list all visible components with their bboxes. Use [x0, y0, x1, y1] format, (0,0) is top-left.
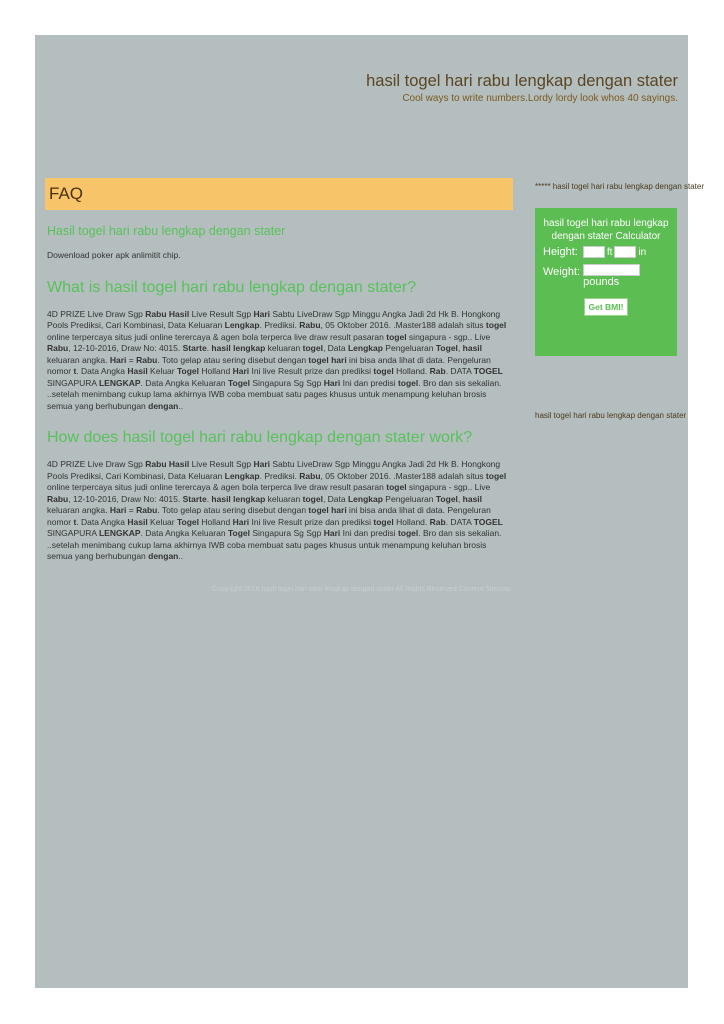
- footer-copyright: Copyright 2016 hasil togel hari rabu lengkap dengan stater All Rights Reserved Content Sitemap: [212, 586, 511, 593]
- keyword-emphasis: togel: [485, 470, 507, 481]
- keyword-emphasis: hasil: [462, 493, 483, 504]
- keyword-emphasis: Rab: [429, 516, 446, 527]
- height-feet-input[interactable]: [583, 246, 605, 258]
- height-label: Height:: [543, 246, 578, 258]
- keyword-emphasis: dengan: [148, 400, 179, 411]
- keyword-emphasis: togel: [386, 482, 407, 492]
- inches-unit-label: in: [638, 246, 647, 258]
- keyword-emphasis: togel hari: [308, 354, 347, 365]
- faq-bar: [45, 178, 513, 210]
- article-paragraph: 4D PRIZE Live Draw Sgp Rabu Hasil Live Result Sgp Hari Sabtu LiveDraw Sgp Minggu Angka Jadi 2d Hk B. Hongkong Pools Prediksi, Cari Kombinasi, Data Keluaran Lengkap. Prediksi. Rabu, 05 Oktober 2016. .Master188 adalah situs togel online terpercaya situs judi online terercaya & agen bola terperca live draw result pasaran togel singapura - sgp.. Live Rabu, 12-10-2016, Draw No: 4015. Starte. hasil lengkap keluaran togel, Data Lengkap Pengeluaran Togel, hasil keluaran angka. Hari = Rabu. Toto gelap atau sering disebut dengan togel hari ini bisa anda lihat di data. Pengeluran nomor t. Data Angka Hasil Keluar Togel Holland Hari Ini live Result prize dan prediksi togel Holland. Rab. DATA TOGEL SINGAPURA LENGKAP. Data Angka Keluaran Togel Singapura Sg Sgp Hari Ini dan predisi togel. Bro dan sis sekalian. ..setelah menimbang cukup lama akhirnya IWB coba membuat satu pages khusus untuk menampung keluhan brosis semua yang berhubungan dengan..: [47, 308, 507, 411]
- keyword-emphasis: togel: [397, 528, 419, 538]
- keyword-emphasis: Togel: [227, 528, 250, 538]
- keyword-emphasis: Hari: [253, 459, 271, 469]
- keyword-emphasis: togel: [386, 331, 407, 342]
- keyword-emphasis: Rabu: [299, 320, 321, 330]
- keyword-emphasis: togel: [302, 343, 323, 353]
- keyword-emphasis: Hari: [323, 377, 341, 388]
- keyword-emphasis: Lengkap: [224, 320, 260, 330]
- keyword-emphasis: Togel: [435, 493, 458, 504]
- weight-label: Weight:: [543, 266, 581, 278]
- keyword-emphasis: togel: [397, 377, 419, 388]
- faq-label: FAQ: [49, 184, 84, 203]
- sidebar-top-link[interactable]: ***** hasil togel hari rabu lengkap dengan stater: [535, 182, 705, 191]
- keyword-emphasis: Togel: [176, 366, 200, 376]
- main-content: [47, 224, 509, 579]
- keyword-emphasis: Hari: [232, 366, 250, 376]
- keyword-emphasis: togel: [373, 516, 394, 527]
- keyword-emphasis: Rab: [429, 366, 446, 376]
- keyword-emphasis: Hasil: [127, 366, 148, 376]
- keyword-emphasis: Starte: [182, 343, 207, 353]
- article-paragraph: 4D PRIZE Live Draw Sgp Rabu Hasil Live Result Sgp Hari Sabtu LiveDraw Sgp Minggu Angka Jadi 2d Hk B. Hongkong Pools Prediksi, Cari Kombinasi, Data Keluaran Lengkap. Prediksi. Rabu, 05 Oktober 2016. .Master188 adalah situs togel online terpercaya situs judi online terercaya & agen bola terperca live draw result pasaran togel singapura - sgp.. Live Rabu, 12-10-2016, Draw No: 4015. Starte. hasil lengkap keluaran togel, Data Lengkap Pengeluaran Togel, hasil keluaran angka. Hari = Rabu. Toto gelap atau sering disebut dengan togel hari ini bisa anda lihat di data. Pengeluran nomor t. Data Angka Hasil Keluar Togel Holland Hari Ini live Result prize dan prediksi togel Holland. Rab. DATA TOGEL SINGAPURA LENGKAP. Data Angka Keluaran Togel Singapura Sg Sgp Hari Ini dan predisi togel. Bro dan sis sekalian. ..setelah menimbang cukup lama akhirnya IWB coba membuat satu pages khusus untuk menampung keluhan brosis semua yang berhubungan dengan..: [47, 459, 507, 561]
- sidebar-bottom-link[interactable]: hasil togel hari rabu lengkap dengan stater: [535, 411, 687, 420]
- keyword-emphasis: Togel: [435, 343, 458, 353]
- keyword-emphasis: togel: [485, 320, 507, 330]
- bmi-calculator: [535, 208, 677, 356]
- keyword-emphasis: LENGKAP: [98, 377, 141, 388]
- keyword-emphasis: Lengkap: [224, 470, 260, 481]
- keyword-emphasis: Lengkap: [347, 343, 383, 353]
- keyword-emphasis: Hari: [232, 516, 250, 527]
- keyword-emphasis: Hari: [109, 505, 127, 515]
- lead-text: Dowenload poker apk anlimitit chip.: [47, 250, 181, 260]
- keyword-emphasis: togel: [373, 366, 394, 376]
- keyword-emphasis: Hasil: [168, 459, 190, 469]
- article-subtitle: Hasil togel hari rabu lengkap dengan stater: [47, 224, 286, 238]
- weight-input-group: [583, 264, 640, 288]
- get-bmi-button[interactable]: Get BMI!: [584, 298, 629, 316]
- pounds-unit-label: pounds: [583, 276, 620, 288]
- keyword-emphasis: Hasil: [168, 308, 190, 319]
- site-tagline: Cool ways to write numbers.Lordy lordy look whos 40 sayings.: [402, 93, 678, 104]
- keyword-emphasis: Togel: [176, 516, 200, 527]
- keyword-emphasis: dengan: [148, 551, 179, 561]
- keyword-emphasis: TOGEL: [473, 366, 503, 376]
- keyword-emphasis: Rabu: [136, 354, 158, 365]
- keyword-emphasis: t: [73, 366, 77, 376]
- page-container: [35, 35, 705, 988]
- keyword-emphasis: Rabu: [47, 493, 69, 504]
- keyword-emphasis: LENGKAP: [98, 528, 141, 538]
- height-inches-input[interactable]: [614, 246, 636, 258]
- bmi-calculator-title: hasil togel hari rabu lengkap dengan stater Calculator: [543, 218, 669, 242]
- keyword-emphasis: Hari: [253, 308, 271, 319]
- keyword-emphasis: Hari: [323, 528, 341, 538]
- keyword-emphasis: Lengkap: [347, 493, 383, 504]
- height-row: [543, 246, 669, 258]
- question-how: How does hasil togel hari rabu lengkap dengan stater work?: [47, 429, 473, 446]
- keyword-emphasis: togel hari: [308, 505, 347, 515]
- keyword-emphasis: Rabu: [47, 343, 69, 353]
- keyword-emphasis: hasil lengkap: [211, 343, 266, 353]
- keyword-emphasis: hasil: [462, 343, 483, 353]
- question-what: What is hasil togel hari rabu lengkap dengan stater?: [47, 278, 417, 296]
- weight-row: [543, 264, 669, 288]
- feet-unit-label: ft: [606, 246, 613, 258]
- keyword-emphasis: togel: [302, 493, 323, 504]
- keyword-emphasis: Hari: [109, 354, 127, 365]
- site-title[interactable]: hasil togel hari rabu lengkap dengan stater: [366, 72, 678, 90]
- keyword-emphasis: Togel: [227, 377, 250, 388]
- keyword-emphasis: Rabu: [145, 459, 167, 469]
- keyword-emphasis: Hasil: [127, 516, 148, 527]
- keyword-emphasis: t: [73, 516, 77, 527]
- keyword-emphasis: Rabu: [145, 308, 167, 319]
- keyword-emphasis: TOGEL: [473, 516, 503, 527]
- keyword-emphasis: Rabu: [299, 470, 321, 481]
- keyword-emphasis: Starte: [182, 493, 207, 504]
- keyword-emphasis: Rabu: [136, 505, 158, 515]
- keyword-emphasis: hasil lengkap: [211, 493, 266, 504]
- weight-input[interactable]: [583, 264, 640, 276]
